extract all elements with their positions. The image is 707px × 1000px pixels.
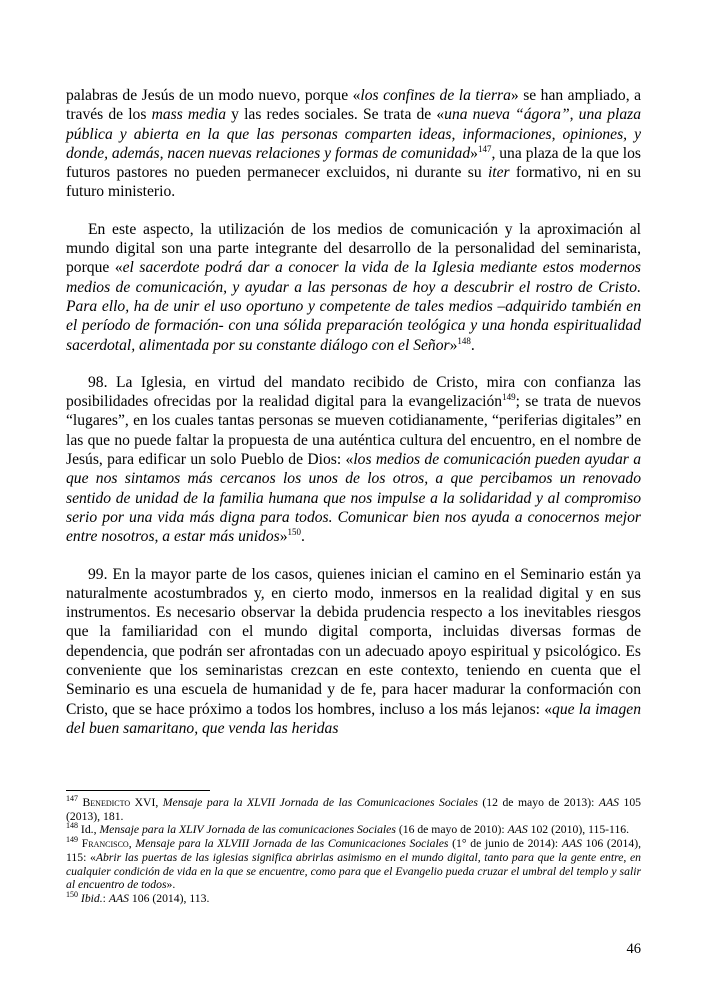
italic-run: el sacerdote podrá dar a conocer la vida de la Iglesia mediante estos modernos medios de comunicación, y ayudar a las personas de hoy a descubrir el rostro de Cristo. Para ello, ha de unir el uso oportuno y competente de tales medios –adquirido también en el período de formación- con una sólida preparación teológica y una honda espiritualidad sacerdotal, alimentada por su constante diálogo con el Señor [66,259,641,354]
italic-run: Abrir las puertas de las iglesias significa abrirlas asimismo en el mundo digital, tanto para que la gente entre, en cualquier condición de vida en la que se encuentre, como para que el Evangelio pueda cruzar el umbral del templo y salir al encuentro de todos [66,850,641,892]
italic-run: Mensaje para la XLVII Jornada de las Comunicaciones Sociales [162,796,478,809]
text-run: Id., [78,823,100,837]
italic-run: los confines de la tierra [360,87,511,104]
paragraph-continuation [66,86,641,202]
italic-run: AAS [561,837,582,851]
text-run: Francisco [81,837,129,851]
italic-run: Mensaje para la XLVIII Jornada de las Comunicaciones Sociales [135,837,449,851]
text-run: 105 (2013), 181. [66,796,642,823]
italic-run: Ibid. [80,891,103,905]
italic-run: iter [487,164,510,182]
footnote-ref: 147 [66,794,78,804]
footnote-ref: 147 [477,143,492,154]
italic-run: Mensaje para la XLIV Jornada de las comunicaciones Sociales [99,823,396,837]
italic-run: que la imagen del buen samaritano, que venda las heridas [66,700,641,737]
text-run: 98. La Iglesia, en virtud del mandato recibido de Cristo, mira con confianza las posibilidades ofrecidas por la realidad digital para la evangelización [66,373,641,411]
text-run: Benedicto [82,796,131,809]
italic-run: una nueva “ágora”, una plaza pública y abierta en la que las personas comparten ideas, informaciones, opiniones, y donde, además, nacen nuevas relaciones y formas de comunidad [66,106,641,162]
footnotes [66,796,641,906]
footnote-149 [66,837,641,892]
text-run: . [301,528,305,546]
text-run: 99. En la mayor parte de los casos, quienes inician el camino en el Seminario están ya naturalmente acostumbrados y, en cierto modo, inmersos en la realidad digital y en sus instrumentos. Es necesario observar la debida prudencia respecto a los inevitables riesgos que la familiaridad con el mundo digital comporta, incluidas diversas formas de dependencia, que podrán ser afrontadas con un adecuado apoyo espiritual y psicológico. Es conveniente que los seminaristas crezcan en este contexto, teniendo en cuenta que el Seminario es una escuela de humanidad y de fe, para hacer madurar la conformación con Cristo, que se hace próximo a todos los hombres, incluso a los más lejanos: « [66,565,641,718]
text-run: (16 de mayo de 2010): [395,823,508,837]
text-run: XVI, [130,796,163,809]
footnote-147 [66,796,641,823]
paragraph-98 [66,373,641,547]
text-run: En este aspecto, la utilización de los medios de comunicación y la aproximación al mundo digital son una parte integrante del desarrollo de la personalidad del seminarista, porque « [66,220,641,277]
text-run: , una plaza de la que los futuros pastores no pueden permanecer excluidos, ni durante su [66,144,641,182]
text-run: ; se trata de nuevos “lugares”, en los cuales tantas personas se mueven cotidianamente, “periferias digitales” en las que no puede faltar la propuesta de una auténtica cultura del encuentro, en el nombre de Jesús, para edificar un solo Pueblo de Dios: « [66,393,641,469]
text-run: , [128,837,136,851]
text-run: » se han ampliado, a través de los [66,87,641,124]
text-run: : [102,891,109,905]
text-run: . [470,336,475,354]
text-run: ». [166,878,176,892]
footnote-ref: 150 [287,527,301,538]
italic-run: AAS [507,823,528,837]
body-text [66,86,641,756]
footnote-ref: 148 [66,821,78,831]
text-run: » [470,144,478,162]
footnote-148 [66,823,641,837]
footnote-ref: 150 [66,890,78,900]
italic-run: AAS [598,796,619,809]
text-run: palabras de Jesús de un modo nuevo, porque « [66,87,361,104]
footnote-ref: 148 [457,335,471,346]
page-number: 46 [626,941,641,957]
paragraph-99 [66,565,641,739]
text-run: (12 de mayo de 2013): [477,796,599,809]
footnote-ref: 149 [66,835,78,845]
italic-run: los medios de comunicación pueden ayudar a que nos sintamos más cercanos los unos de los otros, a que percibamos un renovado sentido de unidad de la familia humana que nos impulse a la solidaridad y al compromiso serio por una vida más digna para todos. Comunicar bien nos ayuda a conocernos mejor entre nosotros, a estar más unidos [66,451,641,546]
italic-run: mass media [151,106,226,124]
text-run: 106 (2014), 113. [128,891,210,905]
footnote-150 [66,892,641,906]
text-run: » [279,528,288,546]
footnote-ref: 149 [502,391,516,402]
text-run: 106 (2014), 115: « [66,837,642,864]
text-run: y las redes sociales. Se trata de « [226,106,445,124]
text-run: 102 (2010), 115-116. [527,823,630,837]
text-run: » [449,336,458,354]
italic-run: AAS [108,891,129,905]
footnote-separator [66,790,210,791]
text-run: (1° de junio de 2014): [448,837,562,851]
text-run: formativo, ni en su futuro ministerio. [66,164,641,201]
paragraph-digital-media [66,220,641,355]
